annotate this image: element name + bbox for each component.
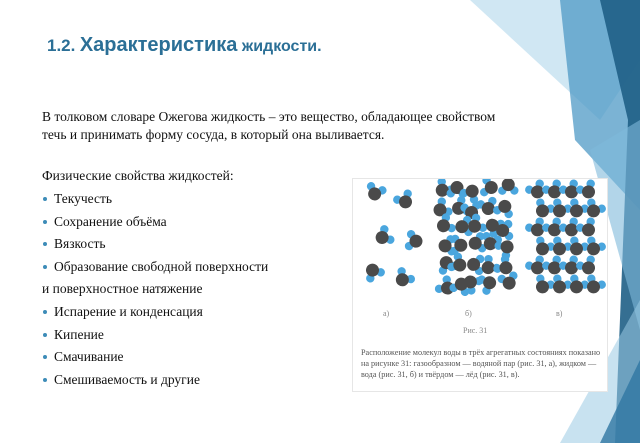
panel-label-c: в) bbox=[556, 309, 563, 318]
panel-label-b: б) bbox=[465, 309, 472, 318]
water-molecule bbox=[363, 181, 388, 204]
water-molecule bbox=[371, 224, 396, 250]
figure-caption: Расположение молекул воды в трёх агрегатных состояниях показано на рисунке 31: газообразном — водяной пар (рис. 31, а), жидком — вода (рис. 31, б) и твёрдом — лёд (рис. 31, в). bbox=[361, 348, 601, 379]
water-molecule bbox=[575, 179, 601, 203]
property-item: Вязкость bbox=[42, 233, 332, 256]
water-molecule bbox=[450, 235, 468, 256]
property-item: Смачивание bbox=[42, 346, 332, 369]
property-item: и поверхностное натяжение bbox=[42, 281, 203, 297]
molecules-illustration bbox=[353, 179, 607, 319]
water-molecule bbox=[360, 259, 386, 284]
title-rest: жидкости. bbox=[241, 38, 322, 55]
water-molecule bbox=[575, 216, 601, 241]
property-item: Кипение bbox=[42, 324, 332, 347]
property-item: Текучесть bbox=[42, 188, 332, 211]
water-molecule bbox=[466, 254, 484, 276]
water-molecule bbox=[404, 229, 424, 252]
water-molecule bbox=[530, 273, 556, 298]
properties-heading: Физические свойства жидкостей: bbox=[42, 168, 234, 183]
figure-number: Рис. 31 bbox=[463, 326, 488, 335]
title-number: 1.2. bbox=[47, 36, 76, 55]
slide-title bbox=[47, 34, 322, 57]
water-molecule bbox=[530, 197, 556, 222]
water-molecule bbox=[575, 254, 601, 279]
property-item: Смешиваемость и другие bbox=[42, 369, 332, 392]
properties-list bbox=[42, 188, 332, 391]
property-item: Сохранение объёма bbox=[42, 211, 332, 234]
water-molecule bbox=[479, 179, 499, 199]
property-item: Образование свободной поверхности bbox=[42, 256, 332, 279]
water-molecule bbox=[498, 179, 519, 195]
water-molecule bbox=[429, 196, 454, 222]
title-main-word: Характеристика bbox=[79, 34, 238, 56]
panel-label-a: а) bbox=[383, 309, 390, 318]
water-molecule bbox=[433, 212, 457, 238]
water-molecule bbox=[497, 271, 521, 293]
water-molecule bbox=[530, 235, 556, 260]
intro-paragraph: В толковом словаре Ожегова жидкость – это вещество, обладающее свойством течь и принимать форму сосуда, в который она выливается. bbox=[42, 109, 496, 142]
property-item: Испарение и конденсация bbox=[42, 301, 332, 324]
water-molecule bbox=[392, 188, 418, 213]
water-molecule bbox=[390, 265, 416, 291]
molecules-figure bbox=[352, 178, 608, 392]
